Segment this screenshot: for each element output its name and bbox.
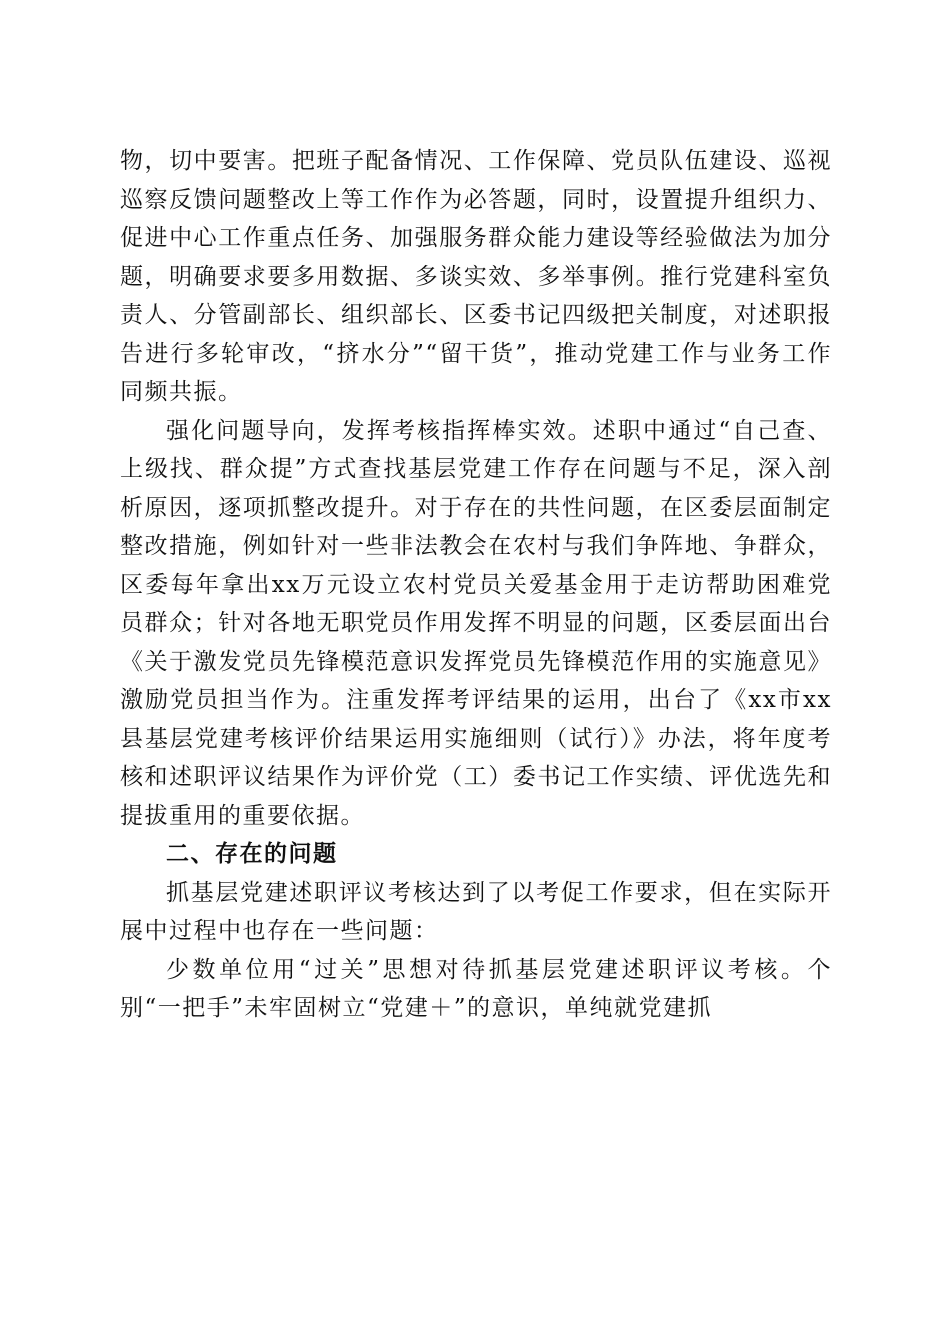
- paragraph-problems-intro: 抓基层党建述职评议考核达到了以考促工作要求，但在实际开展中过程中也存在一些问题：: [120, 879, 832, 944]
- paragraph-problem-one: 少数单位用“过关”思想对待抓基层党建述职评议考核。个别“一把手”未牢固树立“党建＋”的意识，单纯就党建抓: [120, 956, 832, 1021]
- paragraph-continuation: 物，切中要害。把班子配备情况、工作保障、党员队伍建设、巡视巡察反馈问题整改上等工作作为必答题，同时，设置提升组织力、促进中心工作重点任务、加强服务群众能力建设等经验做法为加分题，明确要求要多用数据、多谈实效、多举事例。推行党建科室负责人、分管副部长、组织部长、区委书记四级把关制度，对述职报告进行多轮审改，“挤水分”“留干货”，推动党建工作与业务工作同频共振。: [120, 148, 832, 405]
- document-body: [120, 142, 832, 1028]
- paragraph-problem-orientation: 强化问题导向，发挥考核指挥棒实效。述职中通过“自己查、上级找、群众提”方式查找基层党建工作存在问题与不足，深入剖析原因，逐项抓整改提升。对于存在的共性问题，在区委层面制定整改措施，例如针对一些非法教会在农村与我们争阵地、争群众，区委每年拿出xx万元设立农村党员关爱基金用于走访帮助困难党员群众；针对各地无职党员作用发挥不明显的问题，区委层面出台《关于激发党员先锋模范意识发挥党员先锋模范作用的实施意见》激励党员担当作为。注重发挥考评结果的运用，出台了《xx市xx县基层党建考核评价结果运用实施细则（试行）》办法，将年度考核和述职评议结果作为评价党（工）委书记工作实绩、评优选先和提拔重用的重要依据。: [120, 417, 832, 829]
- section-heading-existing-problems: 二、存在的问题: [166, 841, 338, 867]
